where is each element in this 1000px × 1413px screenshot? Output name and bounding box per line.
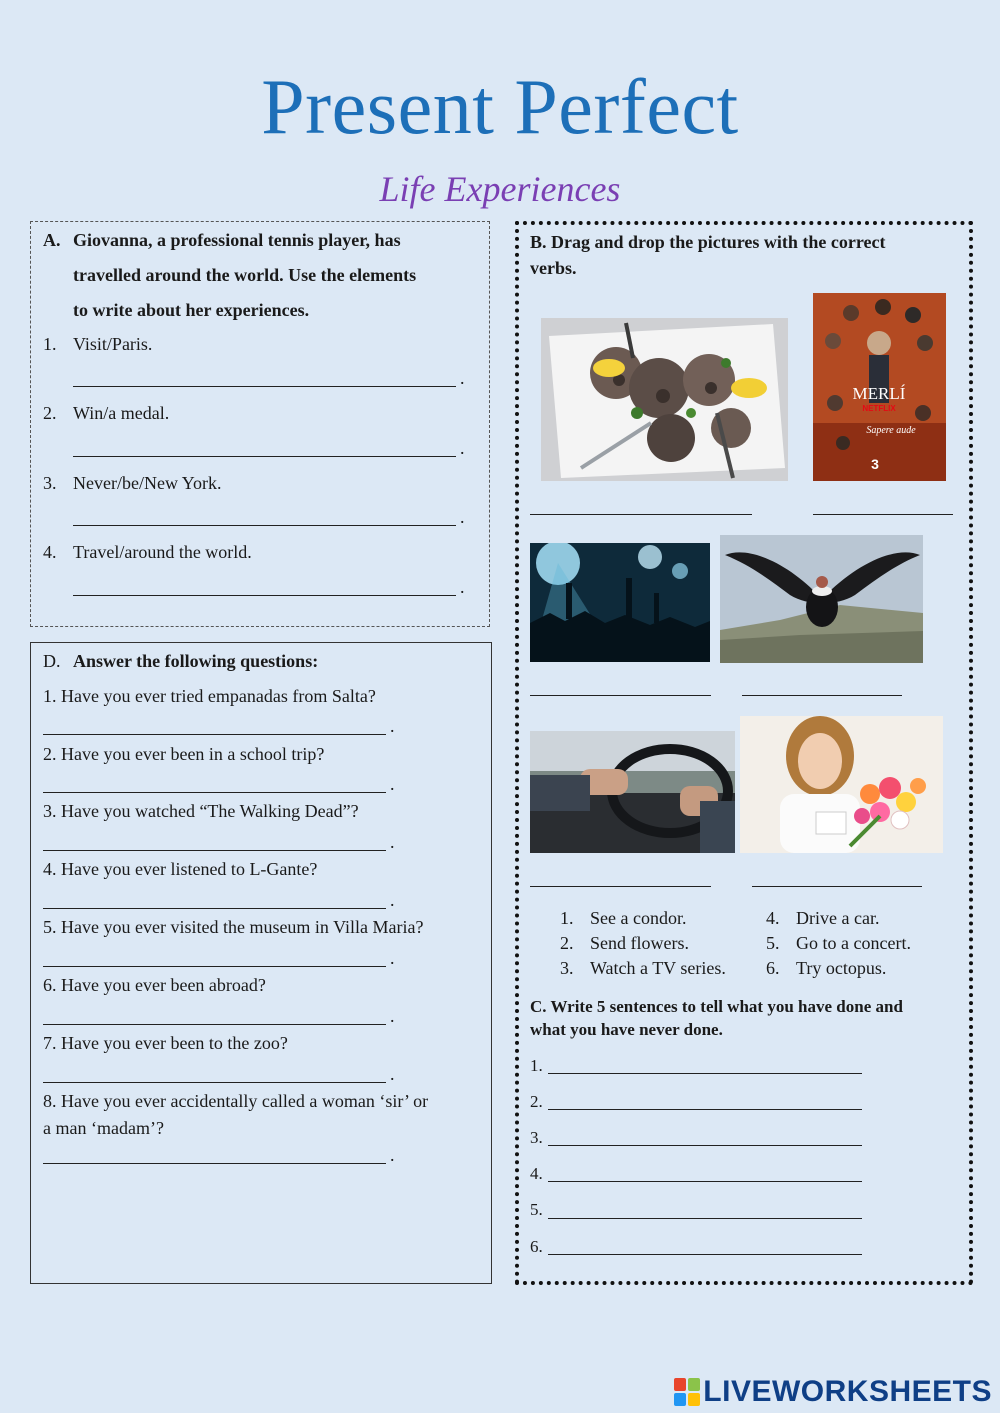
exercise-number: 2. [43, 403, 57, 423]
section-d-letter: D. [43, 651, 61, 671]
verb-number: 5. [766, 933, 780, 953]
line-end-period: . [390, 948, 395, 968]
exercise-prompt: Travel/around the world. [73, 542, 252, 562]
sentence-number: 3. [530, 1128, 543, 1147]
line-end-period: . [460, 438, 465, 458]
answer-line[interactable] [742, 695, 902, 696]
sentence-number: 6. [530, 1237, 543, 1256]
section-d-box [30, 642, 492, 1284]
exercise-prompt: Never/be/New York. [73, 473, 222, 493]
line-end-period: . [460, 368, 465, 388]
sentence-line[interactable] [548, 1145, 862, 1146]
question-text: 6. Have you ever been abroad? [43, 975, 266, 995]
question-text: 2. Have you ever been in a school trip? [43, 744, 325, 764]
answer-line[interactable] [73, 386, 456, 387]
question-text: 5. Have you ever visited the museum in Villa Maria? [43, 917, 424, 937]
verb-item: Watch a TV series. [590, 958, 726, 978]
line-end-period: . [390, 716, 395, 736]
question-text: 4. Have you ever listened to L-Gante? [43, 859, 318, 879]
sentence-number: 5. [530, 1200, 543, 1219]
poster-tagline: Sapere aude [866, 425, 916, 436]
poster-title: MERLÍ [852, 384, 906, 403]
answer-line[interactable] [530, 886, 711, 887]
verb-item: Drive a car. [796, 908, 880, 928]
flowers-photo[interactable] [740, 716, 943, 853]
question-text: a man ‘madam’? [43, 1118, 164, 1138]
exercise-prompt: Visit/Paris. [73, 334, 153, 354]
line-end-period: . [390, 832, 395, 852]
page-title: Present Perfect [261, 63, 739, 150]
line-end-period: . [390, 890, 395, 910]
verb-item: Send flowers. [590, 933, 689, 953]
poster-channel: 3 [871, 456, 879, 472]
verb-number: 2. [560, 933, 574, 953]
page-subtitle: Life Experiences [379, 169, 621, 209]
line-end-period: . [390, 1145, 395, 1165]
liveworksheets-logo-icon [674, 1378, 700, 1406]
section-a-instruction: to write about her experiences. [73, 300, 310, 320]
answer-line[interactable] [43, 792, 386, 793]
verb-number: 6. [766, 958, 780, 978]
driving-photo[interactable] [530, 731, 735, 853]
verb-number: 3. [560, 958, 574, 978]
answer-line[interactable] [530, 514, 752, 515]
answer-line[interactable] [43, 1024, 386, 1025]
line-end-period: . [390, 1064, 395, 1084]
verb-item: Go to a concert. [796, 933, 911, 953]
verb-number: 1. [560, 908, 574, 928]
question-text: 1. Have you ever tried empanadas from Salta? [43, 686, 376, 706]
section-b-heading: B. Drag and drop the pictures with the correct [530, 232, 886, 252]
sentence-number: 4. [530, 1164, 543, 1183]
section-a-instruction: Giovanna, a professional tennis player, has [73, 230, 401, 250]
sentence-line[interactable] [548, 1109, 862, 1110]
section-a-letter: A. [43, 230, 61, 250]
line-end-period: . [390, 774, 395, 794]
question-text: 3. Have you watched “The Walking Dead”? [43, 801, 359, 821]
verb-number: 4. [766, 908, 780, 928]
liveworksheets-brand: LIVEWORKSHEETS [703, 1375, 992, 1408]
octopus-photo[interactable] [541, 318, 788, 481]
answer-line[interactable] [43, 850, 386, 851]
condor-photo[interactable] [720, 535, 923, 663]
answer-line[interactable] [530, 695, 711, 696]
line-end-period: . [460, 577, 465, 597]
concert-photo[interactable] [530, 543, 710, 662]
sentence-line[interactable] [548, 1254, 862, 1255]
section-c-heading: C. Write 5 sentences to tell what you have done and [530, 997, 903, 1016]
question-text: 8. Have you ever accidentally called a woman ‘sir’ or [43, 1091, 429, 1111]
answer-line[interactable] [813, 514, 953, 515]
sentence-number: 2. [530, 1092, 543, 1111]
verb-item: Try octopus. [796, 958, 887, 978]
exercise-number: 3. [43, 473, 57, 493]
sentence-line[interactable] [548, 1073, 862, 1074]
answer-line[interactable] [43, 908, 386, 909]
line-end-period: . [460, 507, 465, 527]
section-c-heading: what you have never done. [530, 1020, 723, 1039]
question-text: 7. Have you ever been to the zoo? [43, 1033, 288, 1053]
section-d-heading: Answer the following questions: [73, 651, 319, 671]
tv-series-poster[interactable] [813, 293, 946, 481]
section-a-instruction: travelled around the world. Use the elements [73, 265, 417, 285]
sentence-line[interactable] [548, 1218, 862, 1219]
answer-line[interactable] [43, 734, 386, 735]
answer-line[interactable] [73, 456, 456, 457]
sentence-line[interactable] [548, 1181, 862, 1182]
section-b-heading: verbs. [530, 258, 577, 278]
sentence-number: 1. [530, 1056, 543, 1075]
verb-item: See a condor. [590, 908, 687, 928]
exercise-number: 4. [43, 542, 57, 562]
answer-line[interactable] [752, 886, 922, 887]
liveworksheets-logo [674, 1374, 992, 1410]
answer-line[interactable] [73, 595, 456, 596]
answer-line[interactable] [43, 966, 386, 967]
answer-line[interactable] [73, 525, 456, 526]
answer-line[interactable] [43, 1082, 386, 1083]
exercise-number: 1. [43, 334, 57, 354]
answer-line[interactable] [43, 1163, 386, 1164]
line-end-period: . [390, 1006, 395, 1026]
poster-brand: NETFLIX [862, 404, 896, 413]
exercise-prompt: Win/a medal. [73, 403, 170, 423]
